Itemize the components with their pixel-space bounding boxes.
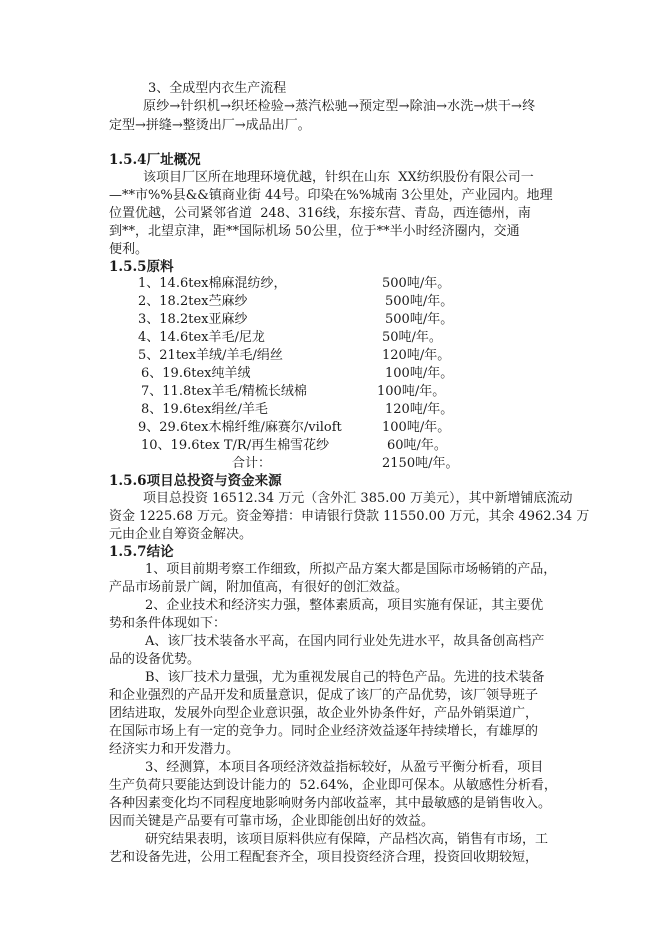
conclusion-line: 和企业强烈的产品开发和质量意识，促成了该厂的产品优势，该厂领导班子: [109, 688, 539, 703]
section3-title: 3、全成型内衣生产流程: [148, 81, 287, 96]
material-name: 4、14.6tex羊毛/尼龙: [138, 330, 265, 345]
site-line-3: 位置优越，公司紧邻省道 248、316线，东接东营、青岛，西连德州，南: [109, 206, 531, 221]
material-name: 10、19.6tex T/R/再生棉雪花纱: [141, 438, 330, 453]
conclusion-line: 3、经测算，本项目各项经济效益指标较好，从盈亏平衡分析看，项目: [145, 760, 544, 775]
material-amount: 100吨/年。: [382, 420, 451, 435]
site-line-4: 到**，北望京津，距**国际机场 50公里，位于**半小时经济圈内，交通: [109, 224, 520, 239]
material-amount: 100吨/年。: [385, 366, 454, 381]
conclusion-line: 产品市场前景广阔，附加值高，有很好的创汇效益。: [109, 580, 409, 595]
investment-line-2: 资金 1225.68 万元。资金筹措：申请银行贷款 11550.00 万元，其余 4962.34 万: [109, 509, 590, 524]
material-name: 9、29.6tex木棉纤维/麻赛尔/viloft: [138, 420, 342, 435]
material-name: 6、19.6tex纯羊绒: [141, 366, 251, 381]
site-line-2: —**市%%县&&镇商业街 44号。印染在%%城南 3公里处，产业园内。地理: [109, 188, 553, 203]
site-line-1: 该项目厂区所在地理环境优越，针织在山东 XX纺织股份有限公司一: [143, 170, 534, 185]
conclusion-line: 1、项目前期考察工作细致，所拟产品方案大都是国际市场畅销的产品，: [145, 562, 557, 577]
flow-line-1: 原纱→针织机→织坯检验→蒸汽松驰→预定型→除油→水洗→烘干→终: [143, 99, 536, 114]
material-amount: 100吨/年。: [377, 384, 446, 399]
material-amount: 120吨/年。: [385, 402, 454, 417]
investment-heading: 1.5.6项目总投资与资金来源: [109, 473, 282, 489]
conclusion-line: 团结进取，发展外向型企业意识强，故企业外协条件好，产品外销渠道广，: [109, 706, 539, 721]
site-heading: 1.5.4厂址概况: [109, 152, 201, 168]
conclusion-line: A、该厂技术装备水平高，在国内同行业处先进水平，故具备创高档产: [145, 634, 545, 649]
conclusion-line: 势和条件体现如下：: [109, 616, 227, 631]
material-name: 1、14.6tex棉麻混纺纱，: [138, 276, 287, 291]
conclusion-line: 2、企业技术和经济实力强，整体素质高，项目实施有保证，其主要优: [145, 598, 544, 613]
conclusion-heading: 1.5.7结论: [109, 544, 174, 560]
materials-total-amount: 2150吨/年。: [382, 456, 459, 471]
conclusion-line: 因而关键是产品要有可靠市场，企业即能创出好的效益。: [109, 814, 435, 829]
material-name: 2、18.2tex苎麻纱: [138, 294, 248, 309]
material-amount: 500吨/年。: [385, 312, 454, 327]
material-name: 7、11.8tex羊毛/精梳长绒棉: [141, 384, 307, 399]
site-line-5: 便利。: [109, 242, 149, 257]
material-name: 5、21tex羊绒/羊毛/绢丝: [138, 348, 283, 363]
flow-line-2: 定型→拼缝→整烫出厂→成品出厂。: [109, 118, 311, 133]
conclusion-line: 研究结果表明，该项目原料供应有保障，产品档次高，销售有市场，工: [145, 832, 549, 847]
material-name: 3、18.2tex亚麻纱: [138, 312, 248, 327]
investment-line-1: 项目总投资 16512.34 万元（含外汇 385.00 万美元），其中新增铺底流动: [143, 491, 573, 506]
conclusion-line: 各种因素变化均不同程度地影响财务内部收益率，其中最敏感的是销售收入。: [109, 796, 552, 811]
conclusion-line: 品的设备优势。: [109, 652, 201, 667]
materials-heading: 1.5.5原料: [109, 259, 174, 275]
material-amount: 500吨/年。: [385, 294, 454, 309]
material-name: 8、19.6tex绢丝/羊毛: [141, 402, 268, 417]
materials-total-label: 合计：: [232, 456, 272, 471]
material-amount: 500吨/年。: [382, 276, 451, 291]
material-amount: 120吨/年。: [382, 348, 451, 363]
material-amount: 50吨/年。: [382, 330, 442, 345]
conclusion-line: 生产负荷只要能达到设计能力的 52.64%，企业即可保本。从敏感性分析看，: [109, 778, 557, 793]
conclusion-line: 在国际市场上有一定的竞争力。同时企业经济效益逐年持续增长，有雄厚的: [109, 724, 539, 739]
material-amount: 60吨/年。: [387, 438, 447, 453]
conclusion-line: 艺和设备先进，公用工程配套齐全，项目投资经济合理，投资回收期较短，: [109, 850, 539, 865]
investment-line-3: 元由企业自筹资金解决。: [109, 527, 253, 542]
conclusion-line: 经济实力和开发潜力。: [109, 742, 240, 757]
conclusion-line: B、该厂技术力量强，尤为重视发展自己的特色产品。先进的技术装备: [145, 670, 545, 685]
